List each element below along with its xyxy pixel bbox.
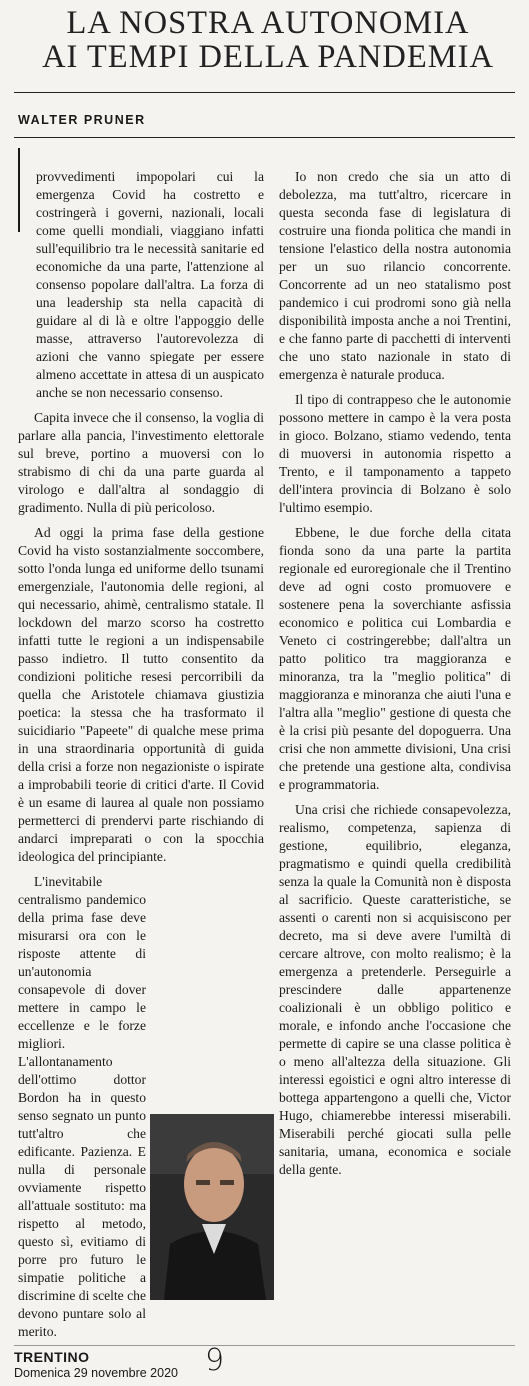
- issue-date: Domenica 29 novembre 2020: [14, 1366, 178, 1380]
- paragraph: Io non credo che sia un atto di debolezza, ma tutt'altro, ricercare in questa seconda fase di legislatura di costruire una fionda politica che mandi in tensione l'elastico della nostra autonomia per un suo rilancio concorrente. Concorrente ad un neo statalismo post pandemico i cui prodromi sono già nella disponibilità imposta anche a noi Trentini, e che fanno parte di pacchetti di interventi che uno stato nazionale in stato di emergenza è naturale produca.: [279, 169, 511, 382]
- article-headline: [18, 6, 518, 74]
- headline-line-2: AI TEMPI DELLA PANDEMIA: [42, 39, 494, 75]
- paragraph: Il tipo di contrappeso che le autonomie possono mettere in campo è la vera posta in gioco. Bolzano, stiamo vedendo, tenta di muoversi in autonomia rispetto a Trento, e il tamponamento a tappeto dell'intera provincia di Bolzano è solo l'ultimo esempio.: [279, 392, 511, 515]
- paragraph: Ebbene, le due forche della citata fionda sono da una parte la partita regionale ed euroregionale che il Trentino deve ad ogni costo promuovere e sostenere pena la soverchiante asfissia economico e politica cui Lombardia e Veneto ci costringerebbe; dall'altra un patto politico tra maggioranza e minoranza, tra la "meglio politica" di maggioranza e minoranza che aiuti l'una e l'altra alla "meglio" gestione di questa che è la crisi più pesante del dopoguerra. Una crisi che non ammette divisioni, Una crisi che pretende una gestione alta, condivisa e programmatoria.: [279, 525, 511, 792]
- paragraph: Capita invece che il consenso, la voglia di parlare alla pancia, l'investimento elettorale sul breve, portino a muoversi con lo strabismo di chi da una parte guarda al virologo e dall'altra al sondaggio di gradimento. Nulla di più pericoloso.: [18, 410, 264, 515]
- divider-top: [14, 92, 515, 93]
- author-byline: WALTER PRUNER: [18, 113, 146, 127]
- paragraph: Ad oggi la prima fase della gestione Covid ha visto sostanzialmente soccombere, sotto l'onda lunga ed uniforme dello tsunami emergenziale, l'autonomia delle regioni, al qui necessario, ahimè, centralismo statale. Il lockdown del marzo scorso ha costretto infatti tutte le regioni a un indispensabile passo indietro. Il tutto consentito da condizioni politiche resesi percorribili da quella che Aristotele chiamava giustizia poetica: la stessa che ha trasformato il suicidiario "Papeete" di qualche mese prima in una straordinaria opportunità di guida della crisi a forze non negazioniste o ispirate a improbabili teorie di critici d'arte. Il Covid è un esame di laurea al quale non possiamo permetterci di prendervi parte rischiando di andarci impreparati o con la spocchia ideologica del principiante.: [18, 525, 264, 864]
- paragraph: Una crisi che richiede consapevolezza, realismo, competenza, sapienza di gestione, equilibrio, eleganza, pragmatismo e quindi quella credibilità senza la quale la Comunità non è disposta al sacrificio. Queste caratteristiche, se assenti o carenti non si acquisiscono per decreto, ma si deve avere l'umiltà di cercare altrove, con molto realismo; è la emergenza a pretenderle. Perseguirle a prescindere dalle appartenenze coalizionali è un obbligo politico e morale, e infondo anche l'occasione che permette di capire se una classe politica è o meno all'altezza della situazione. Gli interessi egoistici e ogni altro interesse di bottega appartengono a quelli che, Victor Hugo, chiamerebbe interessi miserabili. Miserabili perché giocati sulla pelle sanitaria, umana, economica e sociale della gente.: [279, 802, 511, 1177]
- newspaper-name: TRENTINO: [14, 1349, 90, 1365]
- divider-author: [14, 137, 515, 138]
- page-number: 9: [205, 1343, 225, 1378]
- footer-divider: [14, 1345, 515, 1346]
- portrait-photo: [150, 1114, 274, 1300]
- paragraph: L'inevitabile centralismo pandemico della prima fase deve misurarsi ora con le risposte attente di un'autonomia consapevole di dover mettere in campo le eccellenze e le forze migliori. L'allontanamento dell'ottimo dottor Bordon ha in questo senso segnato un punto tutt'altro che edificante. Pazienza. E nulla di personale ovviamente rispetto all'attuale sostituto: ma rispetto al metodo, questo sì, evitiamo di porre pro futuro le simpatie politiche a discrimine di scelte che devono puntare solo al merito.: [18, 874, 146, 1339]
- portrait-photo-icon: [150, 1114, 274, 1300]
- headline-line-1: LA NOSTRA AUTONOMIA: [66, 5, 470, 41]
- column-right: [279, 168, 511, 1186]
- paragraph: provvedimenti impopolari cui la emergenza Covid ha costretto e costringerà i governi, nazionali, locali come quelli mondiali, viaggiano infatti sull'equilibrio tra le necessità sanitarie ed economiche da una parte, l'attenzione al consenso popolare dall'altra. La forza di una leadership sta nella capacità di guidare al di là e oltre l'appoggio delle masse, attraverso l'autorevolezza di azioni che vanno spiegate per essere almeno accettate in attesa di un auspicato anche se non necessario consenso.: [36, 169, 264, 400]
